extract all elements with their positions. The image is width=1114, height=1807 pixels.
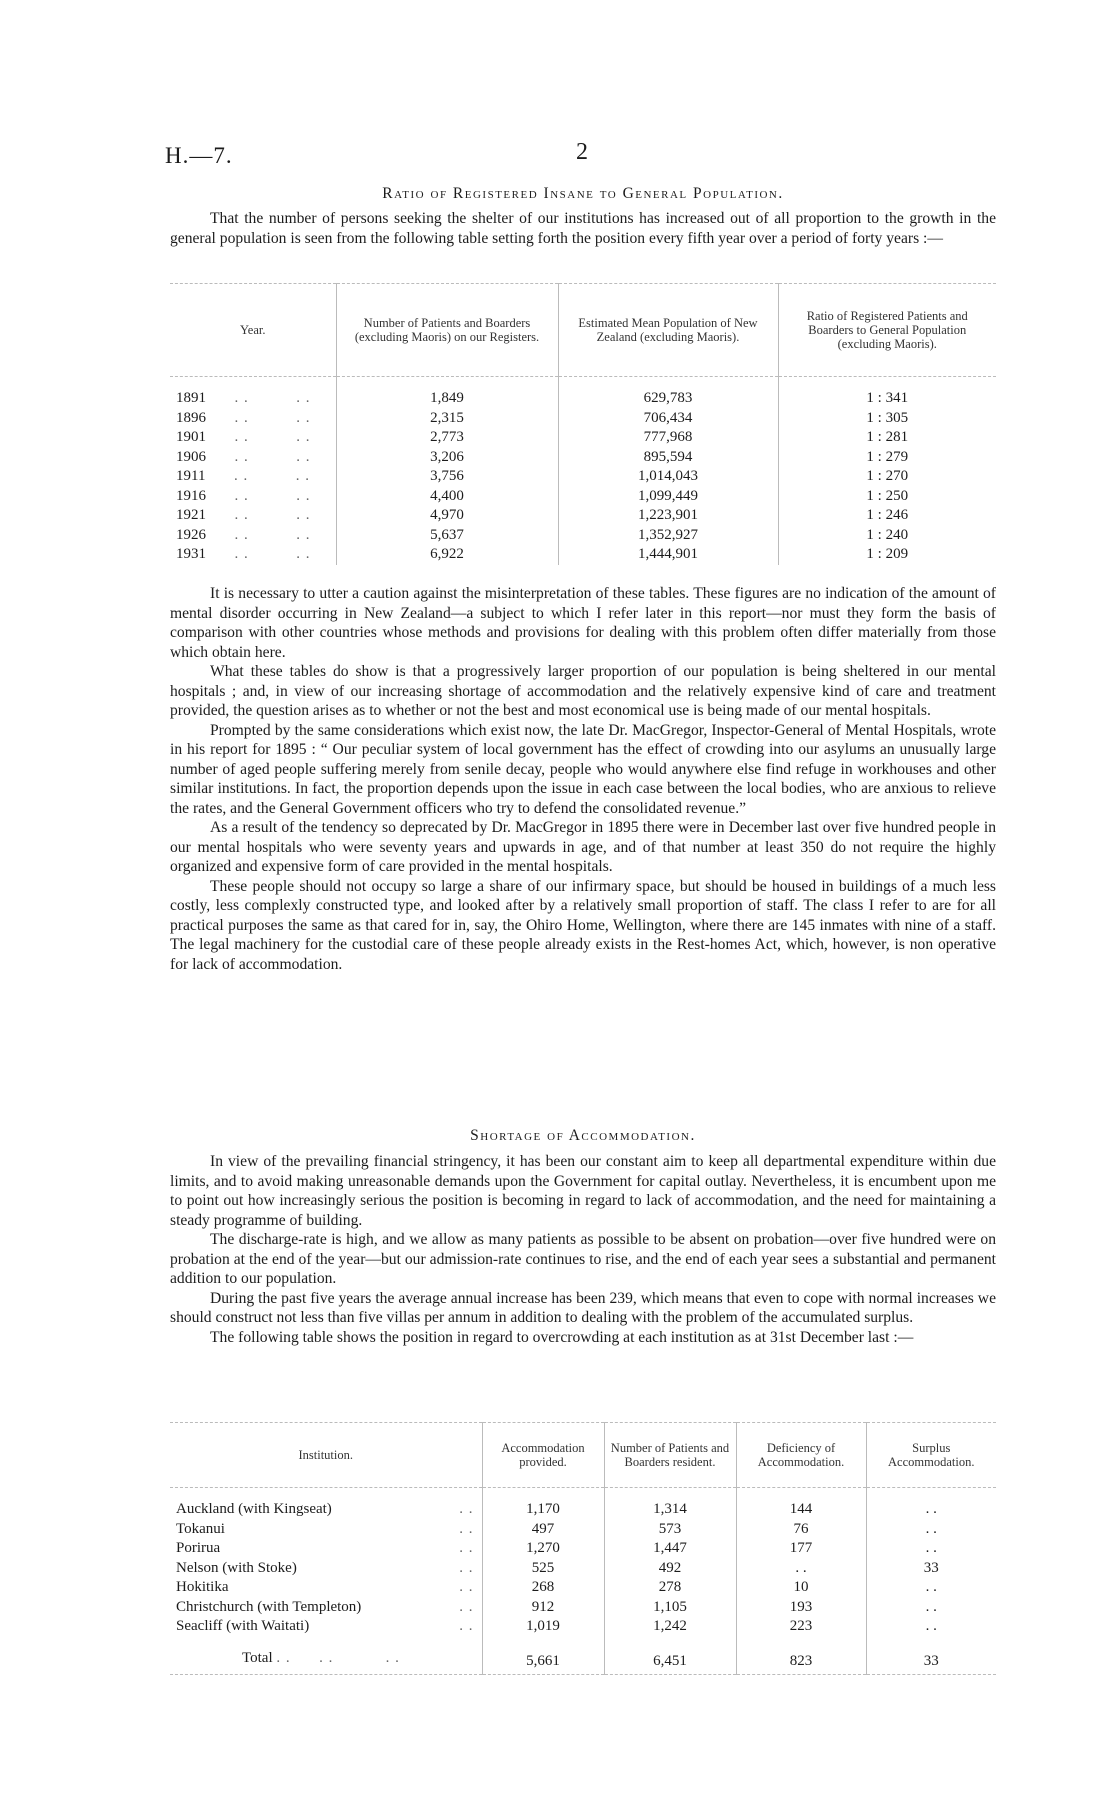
acc-resident: 573 — [604, 1520, 736, 1540]
acc-deficiency: . . — [736, 1559, 866, 1579]
accommodation-table-row: Hokitika . . 268 278 10 . . — [170, 1578, 996, 1598]
section-shortage — [170, 1127, 996, 1145]
acc-institution: Nelson (with Stoke) — [176, 1559, 297, 1576]
body-paragraph: In view of the prevailing financial stringency, it has been our constant aim to keep all departmental expenditure within due limits, and to avoid making unreasonable demands upon the Government for capital outlay. Nevertheless, it is encumbent upon me to point out how increasingly serious the position is becoming in regard to lack of accommodation, and the need for maintaining a steady programme of building. — [170, 1153, 996, 1229]
acc-resident: 1,314 — [604, 1500, 736, 1520]
ratio-population: 1,444,901 — [558, 545, 778, 565]
ratio-value: 1 : 270 — [778, 467, 996, 487]
body-paragraph: During the past five years the average annual increase has been 239, which means that even to cope with normal increases we should construct not less than five villas per annum in addition to dealing with the problem of the accumulated surplus. — [170, 1289, 996, 1326]
accommodation-table-row: Nelson (with Stoke) . . 525 492 . . 33 — [170, 1559, 996, 1579]
body-paragraph: As a result of the tendency so deprecated by Dr. MacGregor in 1895 there were in December last over five hundred people in our mental hospitals who were seventy years and upwards in age, and of that number at least 350 do not require the highly organized and expensive form of care provided in the mental hospitals. — [170, 819, 996, 875]
acc-provided: 525 — [482, 1559, 604, 1579]
body-paragraph: The following table shows the position in regard to overcrowding at each institution as at 31st December last :— — [210, 1328, 914, 1346]
ratio-header-population: Estimated Mean Population of New Zealand (excluding Maoris). — [558, 284, 778, 377]
section-title-ratio: Ratio of Registered Insane to General Population. — [382, 185, 784, 202]
ratio-population: 1,223,901 — [558, 506, 778, 526]
acc-surplus: 33 — [866, 1559, 996, 1579]
acc-surplus: . . — [866, 1578, 996, 1598]
acc-surplus: . . — [866, 1520, 996, 1540]
acc-deficiency: 223 — [736, 1617, 866, 1637]
acc-header-resident: Number of Patients and Boarders resident. — [604, 1423, 736, 1488]
ratio-value: 1 : 240 — [778, 526, 996, 546]
page-number: 2 — [576, 139, 588, 165]
ratio-population: 895,594 — [558, 448, 778, 468]
ratio-value: 1 : 341 — [778, 389, 996, 409]
ratio-header-ratio: Ratio of Registered Patients and Boarders to General Population (excluding Maoris). — [778, 284, 996, 377]
acc-provided: 912 — [482, 1598, 604, 1618]
ratio-patients: 5,637 — [336, 526, 558, 546]
ratio-table-row: 1891 . . . . 1,849 629,783 1 : 341 — [170, 389, 996, 409]
ratio-table-row: 1931 . . . . 6,922 1,444,901 1 : 209 — [170, 545, 996, 565]
ratio-table-body — [170, 377, 996, 565]
ratio-patients: 4,970 — [336, 506, 558, 526]
body-section-2 — [170, 1152, 996, 1347]
ratio-year: 1906 — [176, 448, 206, 465]
acc-deficiency: 10 — [736, 1578, 866, 1598]
acc-provided: 1,170 — [482, 1500, 604, 1520]
ratio-population: 629,783 — [558, 389, 778, 409]
acc-header-deficiency: Deficiency of Accommodation. — [736, 1423, 866, 1488]
acc-total-deficiency: 823 — [736, 1649, 866, 1675]
ratio-intro-paragraph: That the number of persons seeking the shelter of our institutions has increased out of all proportion to the growth in the general population is seen from the following table setting forth the position every fifth year over a period of forty years :— — [170, 210, 996, 247]
acc-surplus: . . — [866, 1500, 996, 1520]
acc-surplus: . . — [866, 1617, 996, 1637]
ratio-year: 1901 — [176, 429, 206, 445]
acc-surplus: . . — [866, 1539, 996, 1559]
ratio-table-wrap — [170, 283, 996, 565]
acc-institution: Christchurch (with Templeton) — [176, 1598, 362, 1615]
ratio-patients: 3,206 — [336, 448, 558, 468]
section-ratio — [170, 185, 996, 248]
acc-total-provided: 5,661 — [482, 1649, 604, 1675]
ratio-patients: 2,315 — [336, 409, 558, 429]
acc-total-resident: 6,451 — [604, 1649, 736, 1675]
accommodation-table-wrap — [170, 1422, 996, 1675]
ratio-year: 1891 — [176, 390, 206, 406]
ratio-year: 1911 — [176, 468, 206, 484]
accommodation-table-row: Porirua . . 1,270 1,447 177 . . — [170, 1539, 996, 1559]
ratio-table-row: 1921 . . . . 4,970 1,223,901 1 : 246 — [170, 506, 996, 526]
accommodation-table-row: Seacliff (with Waitati) . . 1,019 1,242 223 . . — [170, 1617, 996, 1637]
ratio-value: 1 : 209 — [778, 545, 996, 565]
section-title-shortage: Shortage of Accommodation. — [470, 1127, 696, 1144]
acc-deficiency: 177 — [736, 1539, 866, 1559]
acc-deficiency: 193 — [736, 1598, 866, 1618]
body-section-1 — [170, 584, 996, 974]
acc-resident: 492 — [604, 1559, 736, 1579]
acc-header-surplus: Surplus Accommodation. — [866, 1423, 996, 1488]
accommodation-table-body — [170, 1488, 996, 1637]
body-paragraph: Prompted by the same considerations which exist now, the late Dr. MacGregor, Inspector-General of Mental Hospitals, wrote in his report for 1895 : “ Our peculiar system of local government has the effect of crowding into our asylums an unusually large number of aged people suffering merely from senile decay, people who would anywhere else find refuge in workhouses and other similar institutions. In fact, the proportion depends upon the issue in each case between the local bodies, who are anxious to relieve the rates, and the General Government officers who try to defend the consolidated revenue.” — [170, 721, 996, 817]
ratio-population: 1,014,043 — [558, 467, 778, 487]
ratio-value: 1 : 279 — [778, 448, 996, 468]
ratio-header-patients: Number of Patients and Boarders (excluding Maoris) on our Registers. — [336, 284, 558, 377]
acc-header-provided: Accommodation provided. — [482, 1423, 604, 1488]
acc-resident: 1,242 — [604, 1617, 736, 1637]
ratio-patients: 4,400 — [336, 487, 558, 507]
acc-total-surplus: 33 — [866, 1649, 996, 1675]
ratio-population: 1,352,927 — [558, 526, 778, 546]
acc-deficiency: 76 — [736, 1520, 866, 1540]
ratio-patients: 2,773 — [336, 428, 558, 448]
ratio-value: 1 : 246 — [778, 506, 996, 526]
acc-provided: 268 — [482, 1578, 604, 1598]
ratio-table-row: 1926 . . . . 5,637 1,352,927 1 : 240 — [170, 526, 996, 546]
ratio-table — [170, 283, 996, 565]
ratio-value: 1 : 250 — [778, 487, 996, 507]
body-paragraph: These people should not occupy so large a share of our infirmary space, but should be housed in buildings of a much less costly, less complexly constructed type, and looked after by a relatively small proportion of staff. The class I refer to are for all practical purposes the same as that cared for in, say, the Ohiro Home, Wellington, where there are 145 inmates with nine of a staff. The legal machinery for the custodial care of these people already exists in the Rest-homes Act, which, however, is non operative for lack of accommodation. — [170, 877, 996, 973]
ratio-table-row: 1916 . . . . 4,400 1,099,449 1 : 250 — [170, 487, 996, 507]
acc-institution: Hokitika — [176, 1579, 229, 1595]
ratio-value: 1 : 281 — [778, 428, 996, 448]
ratio-table-row: 1901 . . . . 2,773 777,968 1 : 281 — [170, 428, 996, 448]
ratio-population: 777,968 — [558, 428, 778, 448]
ratio-table-row: 1896 . . . . 2,315 706,434 1 : 305 — [170, 409, 996, 429]
ratio-population: 706,434 — [558, 409, 778, 429]
acc-resident: 1,447 — [604, 1539, 736, 1559]
ratio-year: 1921 — [176, 507, 206, 523]
ratio-year: 1931 — [176, 546, 206, 562]
ratio-patients: 6,922 — [336, 545, 558, 565]
ratio-value: 1 : 305 — [778, 409, 996, 429]
acc-institution: Auckland (with Kingseat) — [176, 1501, 332, 1517]
acc-deficiency: 144 — [736, 1500, 866, 1520]
report-code: H.—7. — [165, 143, 233, 168]
body-paragraph: It is necessary to utter a caution against the misinterpretation of these tables. These figures are no indication of the amount of mental disorder occurring in New Zealand—a subject to which I refer later in this report—nor must they form the basis of comparison with other countries whose methods and provisions for dealing with this problem often differ materially from those which obtain here. — [170, 585, 996, 661]
accommodation-table-row: Tokanui . . 497 573 76 . . — [170, 1520, 996, 1540]
acc-resident: 1,105 — [604, 1598, 736, 1618]
acc-provided: 1,270 — [482, 1539, 604, 1559]
accommodation-table — [170, 1422, 996, 1675]
acc-header-institution: Institution. — [298, 1448, 354, 1462]
acc-resident: 278 — [604, 1578, 736, 1598]
ratio-population: 1,099,449 — [558, 487, 778, 507]
accommodation-table-row: Auckland (with Kingseat) . . 1,170 1,314 144 . . — [170, 1500, 996, 1520]
ratio-header-year: Year. — [240, 323, 266, 337]
acc-surplus: . . — [866, 1598, 996, 1618]
acc-provided: 1,019 — [482, 1617, 604, 1637]
ratio-year: 1896 — [176, 409, 206, 426]
acc-total-row: Total . . . . . . 5,661 6,451 823 33 — [170, 1649, 996, 1675]
ratio-year: 1926 — [176, 526, 206, 543]
accommodation-table-row: Christchurch (with Templeton) . . 912 1,105 193 . . — [170, 1598, 996, 1618]
ratio-table-row: 1911 . . . . 3,756 1,014,043 1 : 270 — [170, 467, 996, 487]
acc-institution: Porirua — [176, 1540, 221, 1556]
acc-provided: 497 — [482, 1520, 604, 1540]
ratio-year: 1916 — [176, 487, 206, 504]
acc-institution: Tokanui — [176, 1520, 225, 1537]
ratio-table-row: 1906 . . . . 3,206 895,594 1 : 279 — [170, 448, 996, 468]
acc-institution: Seacliff (with Waitati) — [176, 1618, 310, 1634]
body-paragraph: What these tables do show is that a progressively larger proportion of our population is being sheltered in our mental hospitals ; and, in view of our increasing shortage of accommodation and the relatively expensive kind of care and treatment provided, the question arises as to whether or not the best and most economical use is being made of our mental hospitals. — [170, 663, 996, 719]
ratio-patients: 1,849 — [336, 389, 558, 409]
body-paragraph: The discharge-rate is high, and we allow as many patients as possible to be absent on probation—over five hundred were on probation at the end of the year—but our admission-rate continues to rise, and the end of each year sees a substantial and permanent addition to our population. — [170, 1231, 996, 1287]
ratio-patients: 3,756 — [336, 467, 558, 487]
acc-total-label: Total — [242, 1649, 273, 1666]
